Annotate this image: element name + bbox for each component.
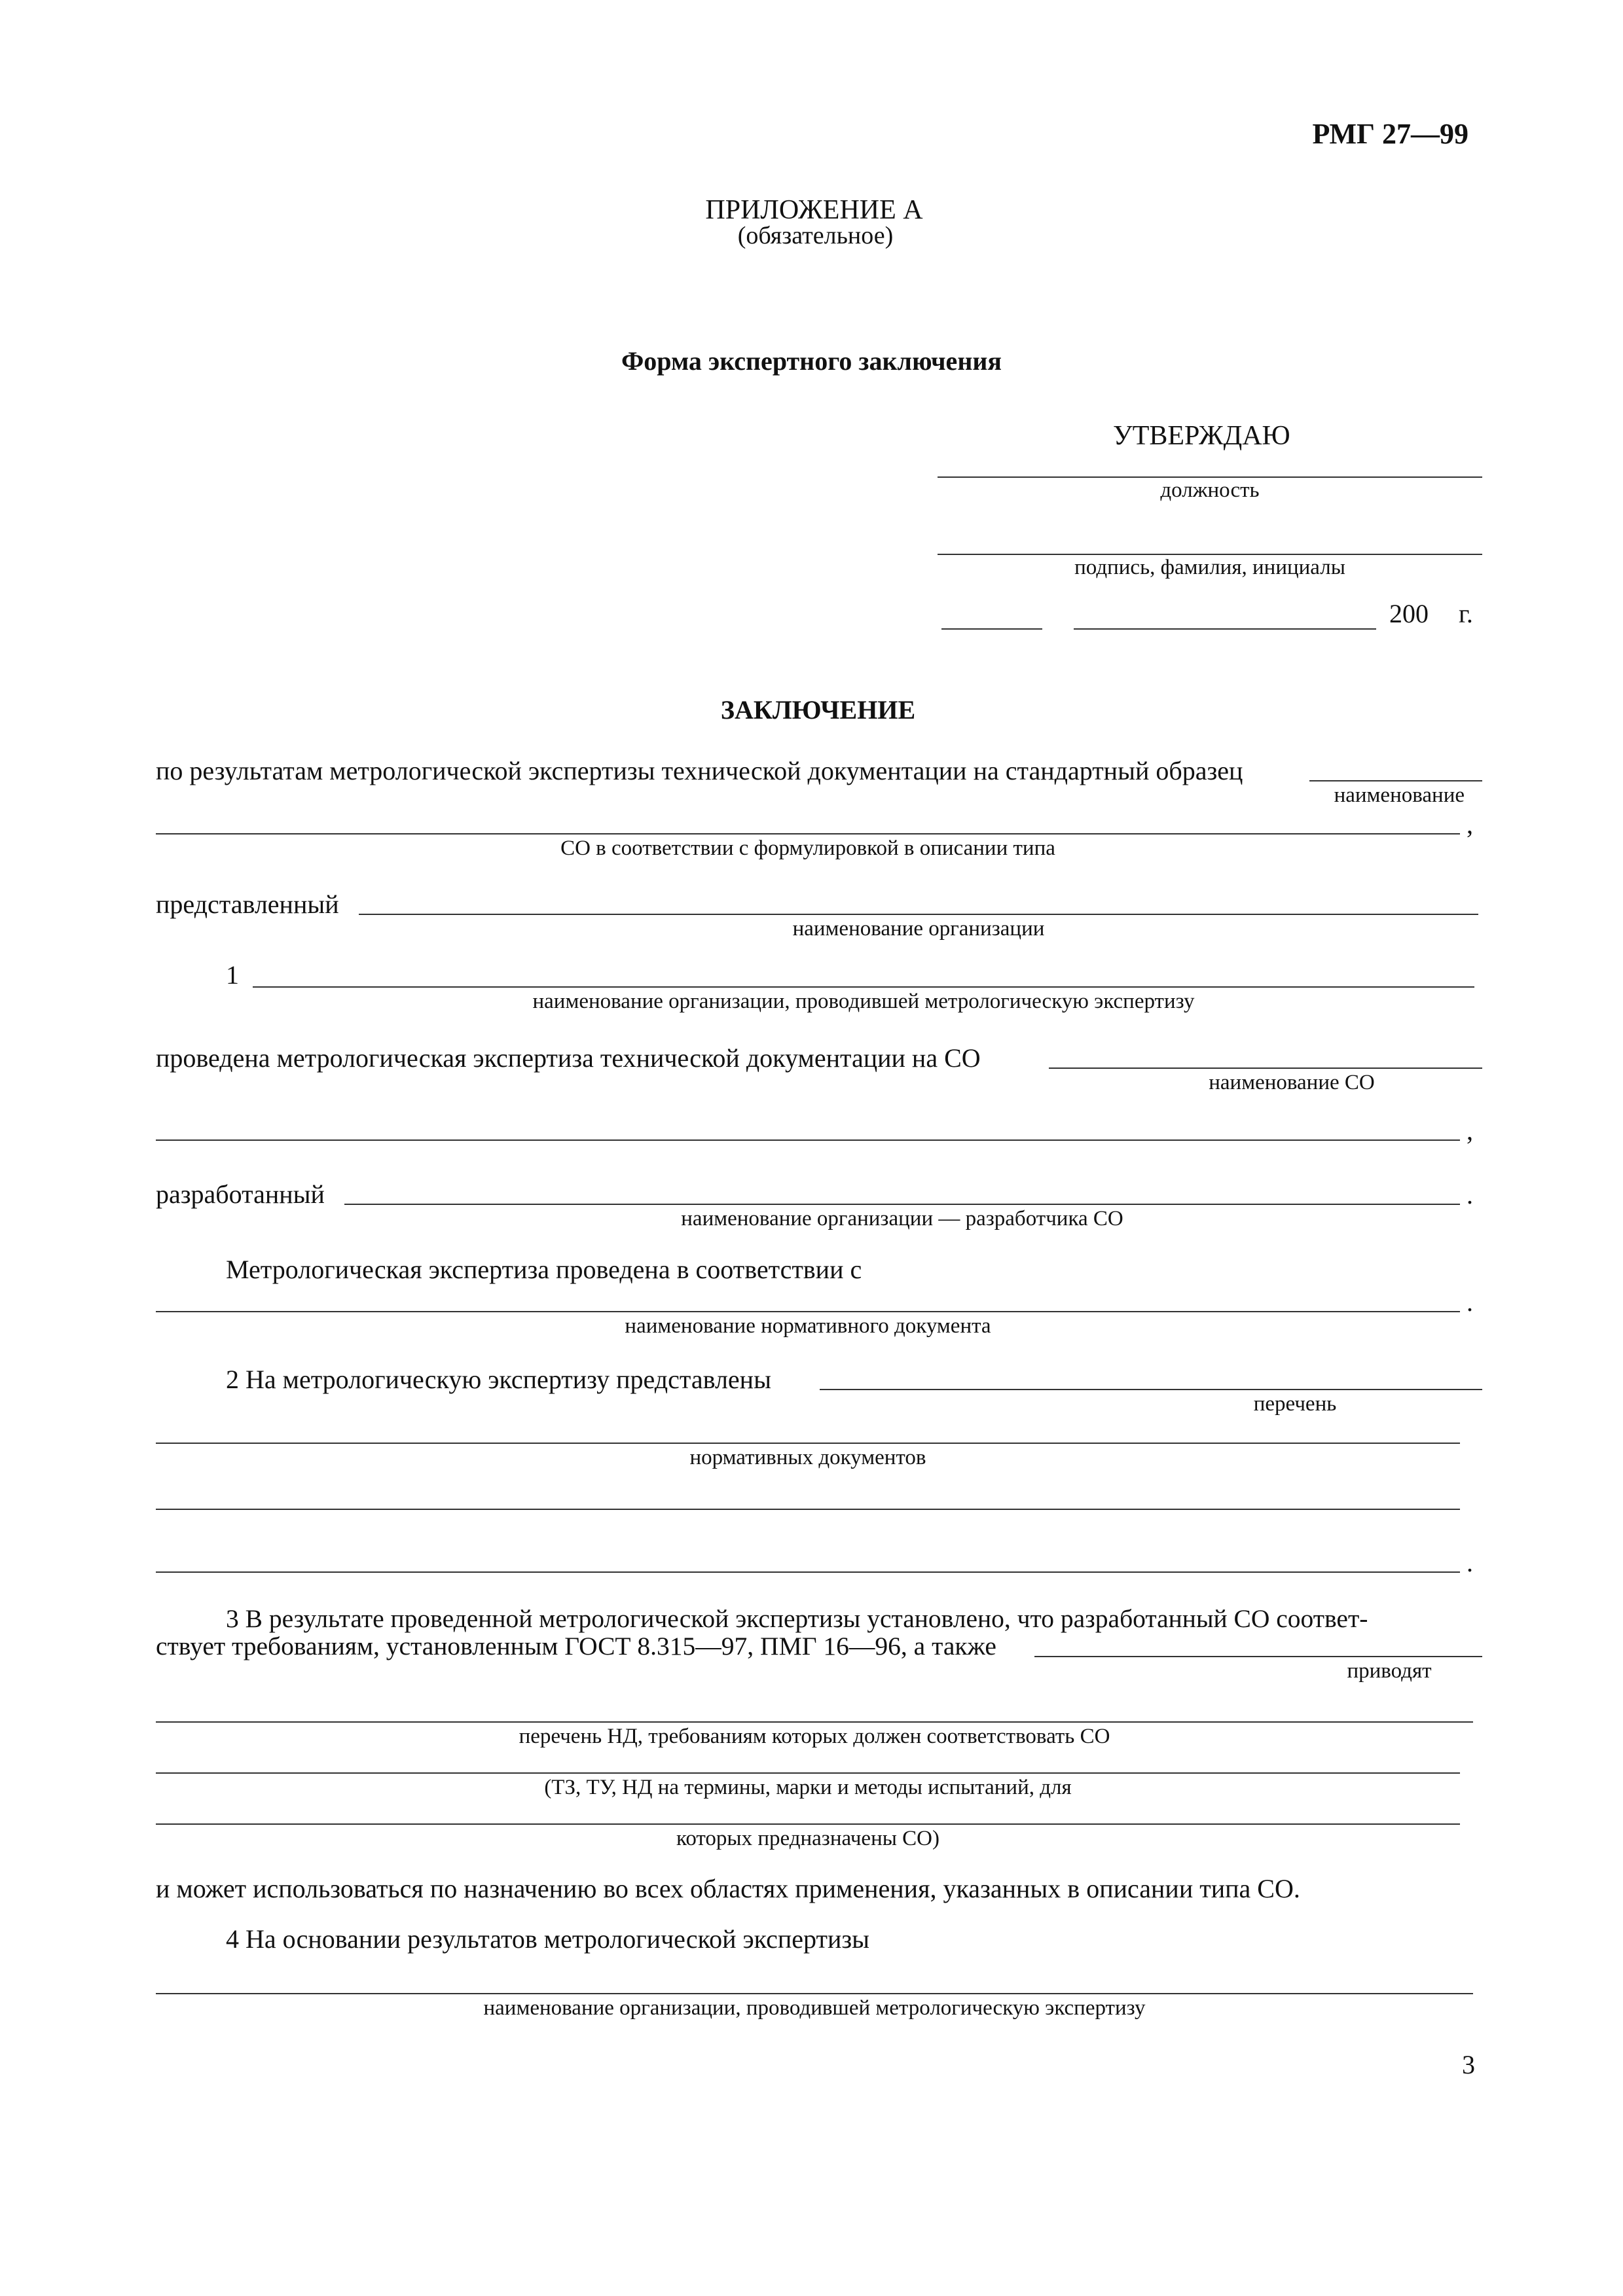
item1-number: 1 [226,960,239,990]
item4-line [156,1993,1473,1994]
item2-line-3 [156,1571,1460,1573]
page-number: 3 [1462,2050,1475,2079]
year-prefix: 200 [1389,599,1429,628]
item3-caption-tz: (ТЗ, ТУ, НД на термины, марки и методы испытаний, для [544,1776,1072,1799]
item2-line-1 [156,1443,1460,1444]
item1-line [253,986,1474,988]
item1-text: проведена метрологическая экспертиза технической документации на СО [156,1043,981,1073]
item3-line1: 3 В результате проведенной метрологической экспертизы установлено, что разработанный СО соответ- [226,1604,1368,1633]
item3-caption-bring: приводят [1347,1659,1432,1683]
conformity-text: Метрологическая экспертиза проведена в соответствии с [226,1255,862,1284]
intro-comma: , [1467,810,1473,839]
item3-caption-which: которых предназначены СО) [676,1827,939,1850]
so-name-line [156,833,1460,834]
signature-line [938,554,1482,555]
year-suffix: г. [1459,599,1473,628]
caption-name: наименование [1334,783,1465,807]
item3-line2: ствует требованиям, установленным ГОСТ 8.315—97, ПМГ 16—96, а также [156,1632,996,1660]
day-line [941,628,1042,630]
item2-period: . [1467,1548,1473,1577]
item3-line-tz [156,1772,1460,1774]
approval-label: УТВЕРЖДАЮ [1113,421,1290,451]
item3-bring-line [1034,1656,1482,1657]
item2-text: 2 На метрологическую экспертизу представлены [226,1365,771,1394]
appendix-status: (обязательное) [737,222,894,249]
presented-line [359,914,1478,915]
developed-label: разработанный [156,1179,325,1209]
item2-list-line [820,1389,1482,1390]
developed-line [344,1204,1460,1205]
item3-caption-nd: перечень НД, требованиям которых должен соответствовать СО [519,1725,1110,1748]
item3-line-which [156,1823,1460,1825]
position-caption: должность [1160,478,1260,502]
item2-line-2 [156,1509,1460,1510]
presented-label: представленный [156,889,339,919]
item1-caption: наименование организации, проводившей метрологическую экспертизу [532,990,1195,1013]
presented-caption: наименование организации [792,917,1045,941]
position-line [938,476,1482,478]
item4-caption: наименование организации, проводившей метрологическую экспертизу [483,1996,1146,2020]
item1-comma: , [1467,1116,1473,1145]
conclusion-title: ЗАКЛЮЧЕНИЕ [720,695,916,725]
form-title: Форма экспертного заключения [621,346,1002,376]
conformity-period: . [1467,1287,1473,1317]
month-line [1074,628,1376,630]
conformity-caption: наименование нормативного документа [625,1314,991,1338]
caption-name-cont: СО в соответствии с формулировкой в описании типа [560,836,1055,860]
signature-caption: подпись, фамилия, инициалы [1074,556,1345,579]
item4-text: 4 На основании результатов метрологической экспертизы [226,1924,870,1954]
item2-caption-list: перечень [1253,1392,1337,1416]
item3-line-nd [156,1721,1473,1723]
item1-cont-line [156,1139,1460,1141]
item1-so-line [1049,1067,1482,1069]
intro-text: по результатам метрологической экспертизы технической документации на стандартный образец [156,756,1243,785]
item1-caption-so: наименование СО [1209,1071,1375,1094]
developed-caption: наименование организации — разработчика СО [681,1207,1123,1230]
item3-final: и может использоваться по назначению во всех областях применения, указанных в описании типа СО. [156,1874,1300,1903]
conformity-line [156,1311,1460,1312]
appendix-title: ПРИЛОЖЕНИЕ А [705,195,923,225]
developed-period: . [1467,1180,1473,1210]
intro-short-line [1309,780,1482,781]
item2-caption-docs: нормативных документов [689,1446,926,1469]
document-code: РМГ 27—99 [1312,118,1468,150]
